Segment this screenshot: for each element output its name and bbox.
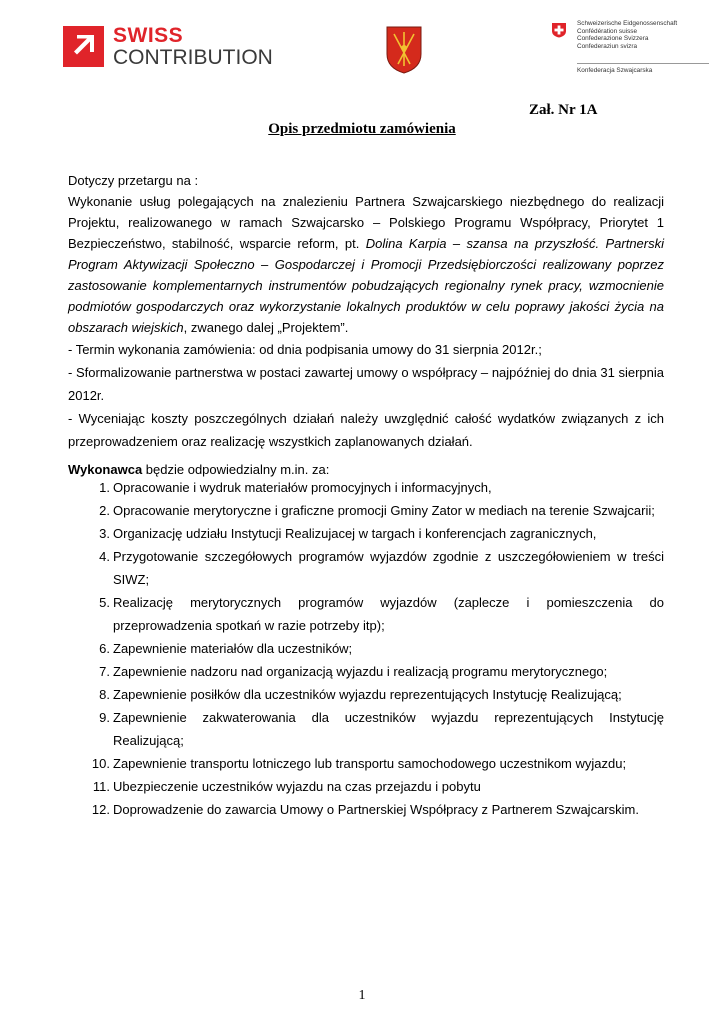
- list-item: [68, 752, 664, 775]
- list-item: [68, 499, 664, 522]
- confederation-name-line: Confederazione Svizzera: [577, 35, 649, 43]
- coat-of-arms-icon: [386, 26, 422, 74]
- confederation-name-line: Confédération suisse: [577, 27, 638, 35]
- list-item-text: Opracowanie i wydruk materiałów promocyjnych i informacyjnych,: [113, 480, 492, 495]
- intro-text-part2: , zwanego dalej „Projektem”.: [183, 320, 349, 335]
- swiss-contribution-mark-icon: [63, 26, 104, 67]
- list-item-number: 10.: [91, 756, 110, 771]
- swiss-flag-icon: [551, 22, 567, 38]
- list-item-text: Opracowanie merytoryczne i graficzne promocji Gminy Zator w mediach na terenie Szwajcarii;: [113, 503, 655, 518]
- list-item-number: 5.: [99, 595, 110, 610]
- list-item: [68, 637, 664, 660]
- list-item-text: Ubezpieczenie uczestników wyjazdu na czas przejazdu i pobytu: [113, 779, 481, 794]
- list-item-number: 12.: [91, 802, 110, 817]
- list-item-text: Przygotowanie szczegółowych programów wyjazdów zgodnie z uszczegółowieniem w treści SIWZ;: [113, 549, 664, 587]
- swiss-contribution-logo: [63, 26, 273, 70]
- list-item: [68, 775, 664, 798]
- list-item-text: Organizację udziału Instytucji Realizujacej w targach i konferencjach zagranicznych,: [113, 526, 597, 541]
- responsibilities-list: [68, 476, 664, 821]
- list-item-number: 7.: [99, 664, 110, 679]
- intro-paragraph: [68, 191, 664, 338]
- list-item-number: 6.: [99, 641, 110, 656]
- list-item-text: Zapewnienie nadzoru nad organizacją wyjazdu i realizacją programu merytorycznego;: [113, 664, 608, 679]
- condition-item: - Termin wykonania zamówienia: od dnia podpisania umowy do 31 sierpnia 2012r.;: [68, 342, 542, 357]
- conditions-section: [68, 338, 664, 453]
- confederation-divider: [577, 63, 709, 64]
- confederation-name-line: Schweizerische Eidgenossenschaft: [577, 20, 678, 27]
- list-item-text: Realizację merytorycznych programów wyjazdów (zaplecze i pomieszczenia do przeprowadzenia spotkań w razie potrzeby itp);: [113, 595, 664, 633]
- intro-text-part1: Wykonanie usług polegających na znalezieniu Partnera Szwajcarskiego niezbędnego do realizacji Projektu, realizowanego w ramach Szwajcarsko – Polskiego Programu Współpracy, Priorytet 1 Bezpieczeństwo, stabilność, wsparcie reform, pt.: [68, 194, 664, 251]
- condition-item: - Sformalizowanie partnerstwa w postaci zawartej umowy o współpracy – najpóźniej do dnia 31 sierpnia 2012r.: [68, 365, 664, 403]
- confederation-name-line: Confederaziun svizra: [577, 42, 638, 50]
- list-item-text: Zapewnienie zakwaterowania dla uczestników wyjazdu reprezentujących Instytucję Realizującą;: [113, 710, 664, 748]
- list-item: [68, 683, 664, 706]
- page-number: 1: [358, 988, 366, 1003]
- page-title-text: Opis przedmiotu zamówienia: [268, 121, 456, 137]
- list-item-number: 1.: [99, 480, 110, 495]
- list-item: [68, 660, 664, 683]
- responsibilities-rest: będzie odpowiedzialny m.in. za:: [142, 462, 330, 477]
- project-title-italic: Dolina Karpia – szansa na przyszłość. Partnerski Program Aktywizacji Społeczno – Gospodarczej i Promocji Przedsiębiorczości realizowany poprzez zastosowanie komplementarnych instrumentów pobudzających regionalny rynek pracy, wzmocnienie podmiotów gospodarczych oraz wykorzystanie lokalnych produktów w celu poprawy jakości życia na obszarach wiejskich: [68, 236, 664, 335]
- list-item-number: 9.: [99, 710, 110, 725]
- list-item: [68, 706, 664, 752]
- intro-line: Dotyczy przetargu na :: [68, 173, 199, 188]
- list-item-number: 11.: [92, 779, 110, 794]
- list-item-text: Zapewnienie transportu lotniczego lub transportu samochodowego uczestnikom wyjazdu;: [113, 756, 627, 771]
- list-item: [68, 476, 664, 499]
- list-item-number: 4.: [99, 549, 110, 564]
- page-title: [0, 121, 724, 138]
- list-item: [68, 591, 664, 637]
- list-item: [68, 522, 664, 545]
- attachment-number: Zał. Nr 1A: [529, 102, 598, 118]
- list-item-text: Doprowadzenie do zawarcia Umowy o Partnerskiej Współpracy z Partnerem Szwajcarskim.: [113, 802, 639, 817]
- swiss-logo-word-contribution: CONTRIBUTION: [113, 46, 273, 69]
- condition-item: - Wyceniając koszty poszczególnych działań należy uwzględnić całość wydatków związanych z ich przeprowadzeniem oraz realizację wszystkich zaplanowanych działań.: [68, 411, 664, 449]
- list-item: [68, 545, 664, 591]
- confederation-polish-name: Konfederacja Szwajcarska: [577, 67, 653, 74]
- list-item-text: Zapewnienie materiałów dla uczestników;: [113, 641, 353, 656]
- list-item-number: 8.: [99, 687, 110, 702]
- confederation-names: [577, 20, 677, 50]
- swiss-logo-word-swiss: SWISS: [113, 24, 184, 47]
- list-item-number: 3.: [99, 526, 110, 541]
- list-item-number: 2.: [99, 503, 110, 518]
- intro-section: [68, 170, 664, 338]
- swiss-confederation-logo: [551, 20, 711, 80]
- responsibilities-bold: Wykonawca: [68, 462, 143, 477]
- list-item: [68, 798, 664, 821]
- list-item-text: Zapewnienie posiłków dla uczestników wyjazdu reprezentujących Instytucję Realizującą;: [113, 687, 622, 702]
